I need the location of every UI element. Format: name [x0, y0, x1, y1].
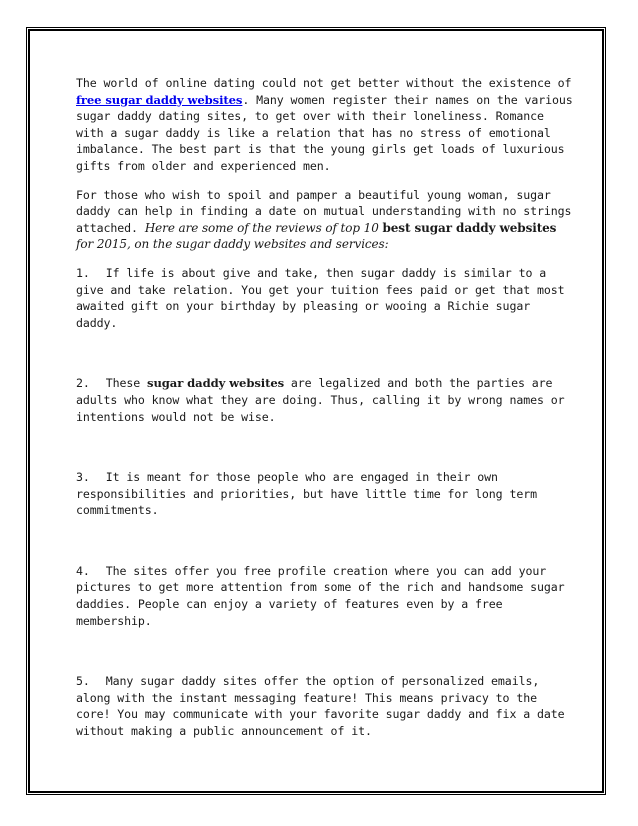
best-sugar-daddy-websites-text: best sugar daddy websites — [382, 220, 557, 235]
intro-2-text: For those who wish to spoil and pamper a beautiful young woman, sugar daddy can help in finding a date on mutual understanding with no strings attached. — [76, 187, 572, 235]
item-number: 5. — [76, 674, 90, 689]
intro-paragraph-1 — [76, 75, 576, 175]
item-text: Many sugar daddy sites offer the option of personalized emails, along with the instant messaging feature! This means privacy to the core! You may communicate with your favorite sugar daddy and fix a date without making a public announcement of it. — [76, 674, 565, 739]
document-body — [76, 75, 576, 740]
list-item — [76, 563, 576, 629]
item-number: 4. — [76, 563, 90, 578]
sugar-daddy-websites-text: sugar daddy websites — [147, 376, 285, 391]
intro-paragraph-2 — [76, 187, 576, 253]
list-item — [76, 375, 576, 425]
item-text: If life is about give and take, then sugar daddy is similar to a give and take relation. You get your tuition fees paid or get that most awaited gift on your birthday by pleasing or wooing a Richie sugar daddy. — [76, 265, 565, 330]
item-number: 3. — [76, 470, 90, 485]
free-sugar-daddy-websites-link[interactable]: free sugar daddy websites — [76, 92, 243, 107]
item-text: It is meant for those people who are engaged in their own responsibilities and priorities, but have little time for long term commitments. — [76, 470, 537, 518]
reviews-intro-text-after: for 2015, on the sugar daddy websites and services: — [76, 237, 389, 252]
item-number: 2. — [76, 376, 90, 391]
list-item — [76, 265, 576, 331]
list-item — [76, 673, 576, 739]
item-text-after: are legalized and both the parties are adults who know what they are doing. Thus, calling it by wrong names or intentions would not be wise. — [76, 376, 565, 424]
intro-text: The world of online dating could not get better without the existence of — [76, 76, 572, 90]
intro-text-continued: . Many women register their names on the various sugar daddy dating sites, to get over with their loneliness. Romance with a sugar daddy is like a relation that has no stress of emotional imbalance. The best part is that the young girls get loads of luxurious gifts from older and experienced men. — [76, 92, 573, 173]
reviews-intro-text: Here are some of the reviews of top 10 — [144, 220, 383, 235]
reviews-intro — [76, 221, 556, 252]
item-number: 1. — [76, 265, 90, 280]
item-text: The sites offer you free profile creation where you can add your pictures to get more attention from some of the rich and handsome sugar daddies. People can enjoy a variety of features even by a free membership. — [76, 563, 565, 628]
item-text: These — [105, 376, 148, 391]
list-item — [76, 469, 576, 519]
